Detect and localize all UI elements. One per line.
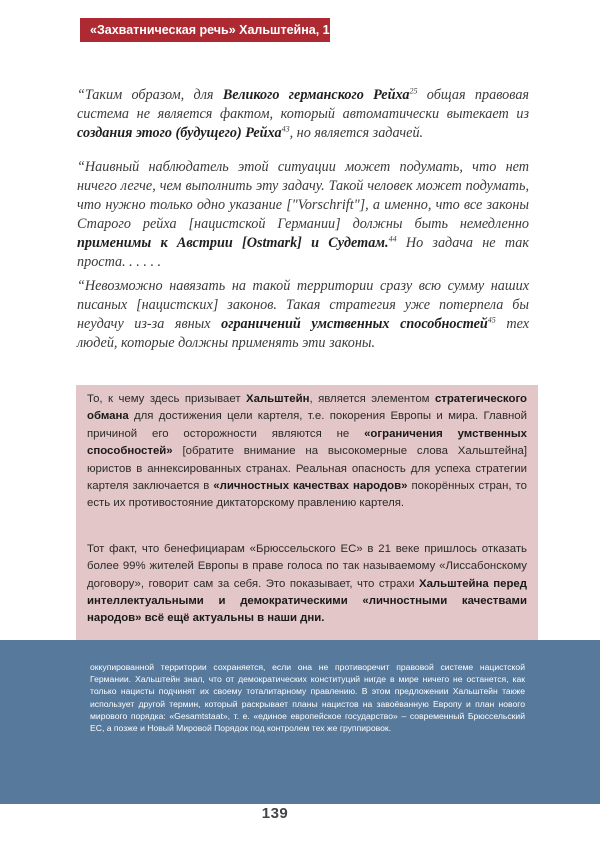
quote-emphasis: ограничений умственных способностей: [221, 316, 488, 332]
footnote-panel: [0, 640, 600, 804]
quote-text: “Невозможно навязать на такой территории сразу всю сумму наших писаных [нацистских] законов. Такая стратегия уже потерпела бы неудачу из-за явных: [77, 278, 529, 332]
quote-paragraph-1: [77, 86, 529, 143]
commentary-paragraph-2: [87, 541, 527, 628]
footnote-ref-43[interactable]: 43: [281, 124, 290, 134]
commentary-text: Тот факт, что бенефициарам «Брюссельского ЕС» в 21 веке пришлось отказать более 99% жителей Европы в праве голоса по так называемому «Лиссабонскому договору», говорит сам за себя. Это показывает, что страхи: [87, 542, 527, 590]
commentary-text: То, к чему здесь призывает: [87, 393, 247, 405]
commentary-paragraph-1: [87, 391, 527, 513]
chapter-title: «Захватническая речь» Хальштейна, 1939 г.: [90, 23, 362, 37]
quote-text: , но является задачей.: [289, 125, 424, 141]
footnote-ref-45[interactable]: 45: [487, 315, 496, 325]
chapter-header: [80, 18, 362, 42]
quote-paragraph-2: [77, 158, 529, 272]
quote-text: общая правовая система не является фактом, который автоматически вытекает из: [77, 87, 530, 122]
quote-text: тех людей, которые должны применять эти законы.: [77, 316, 529, 351]
quote-paragraph-3: [77, 277, 529, 353]
commentary-text: для достижения цели картеля, т.е. покорения Европы и мира. Главной причиной его осторожности являются не: [87, 410, 527, 440]
footnote-ref-44[interactable]: 44: [388, 234, 397, 244]
quote-emphasis: создания этого (будущего) Рейха: [77, 125, 282, 141]
commentary-text: покорённых стран, то есть их противостояние диктаторскому правлению картеля.: [87, 480, 527, 510]
quote-emphasis: Великого германского Рейха: [222, 87, 410, 103]
quote-text: Но задача не так проста. . . . . .: [77, 235, 529, 270]
commentary-emphasis: Хальштейн: [246, 393, 310, 405]
footnote-ref-25[interactable]: 25: [409, 86, 418, 96]
quote-emphasis: применимы к Австрии [Ostmark] и Судетам.: [77, 235, 389, 251]
commentary-emphasis: стратегического обмана: [87, 393, 527, 423]
commentary-emphasis: «ограничения умственных способностей»: [87, 427, 527, 458]
footnote-text: оккупированной территории сохраняется, если она не противоречит правовой системе нацистской Германии. Хальштейн знал, что от демократических конституций нигде в мире ничего не останется, как только нацисты подчинят их своему тоталитарному правлению. В этом предложении Хальштейн также использует другой термин, который раскрывает планы нацистов на завоёванную Европу и план нового мирового порядка: «Gesamtstaat», т. е. «единое европейское государство» – современный Брюссельский ЕС, а позже и Новый Мировой Порядок под контролем тех же группировок.: [90, 662, 525, 734]
commentary-text: [обратите внимание на высокомерные слова Хальштейна] юристов в аннексированных странах. Реальная опасность для успеха стратегии картеля заключается в: [87, 445, 527, 493]
quote-text: “Наивный наблюдатель этой ситуации может подумать, что нет ничего легче, чем выполнить эту задачу. Такой человек может подумать, что нужно только одно указание ["Vorschrift"], а именно, что все законы Старого рейха [нацистской Германии] должны быть немедленно: [77, 159, 529, 232]
commentary-emphasis: «личностных качествах народов»: [213, 480, 408, 493]
page-number: 139: [261, 805, 289, 822]
commentary-box: [76, 385, 538, 647]
commentary-emphasis: Хальштейна перед интеллектуальными и демократическими «личностными качествами народов» всё ещё актуальны в наши дни.: [87, 577, 527, 625]
quote-text: “Таким образом, для: [77, 87, 223, 103]
commentary-text: , является элементом: [309, 393, 435, 405]
